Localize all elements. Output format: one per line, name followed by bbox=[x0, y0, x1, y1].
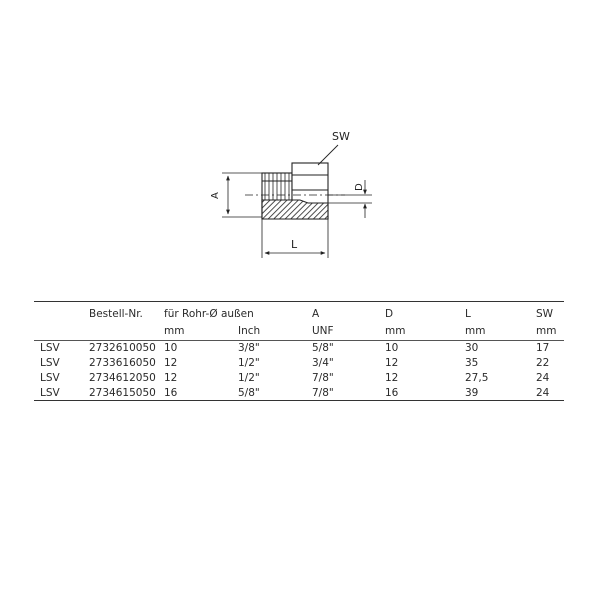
table-row bbox=[34, 371, 564, 386]
cell-rohr-mm: 12 bbox=[164, 357, 178, 369]
dimension-d bbox=[328, 180, 372, 218]
header-a: A bbox=[312, 308, 320, 320]
cell-rohr-inch: 5/8" bbox=[238, 387, 260, 399]
cell-sw: 17 bbox=[536, 342, 550, 354]
cell-l: 35 bbox=[465, 357, 479, 369]
table-top-rule bbox=[34, 301, 564, 302]
cell-bestell-nr: 2733616050 bbox=[89, 357, 156, 369]
header-bestell-nr: Bestell-Nr. bbox=[89, 308, 143, 320]
header-unit-unf: UNF bbox=[312, 325, 334, 337]
cell-d: 16 bbox=[385, 387, 399, 399]
cell-rohr-inch: 3/8" bbox=[238, 342, 260, 354]
cell-d: 12 bbox=[385, 357, 399, 369]
cell-rohr-mm: 12 bbox=[164, 372, 178, 384]
header-unit-inch: Inch bbox=[238, 325, 261, 337]
fitting-body bbox=[245, 163, 345, 219]
cell-l: 39 bbox=[465, 387, 479, 399]
cell-sw: 24 bbox=[536, 387, 550, 399]
cell-rohr-mm: 16 bbox=[164, 387, 178, 399]
header-unit-d-mm: mm bbox=[385, 325, 406, 337]
table-row bbox=[34, 386, 564, 401]
cell-sw: 24 bbox=[536, 372, 550, 384]
cell-d: 10 bbox=[385, 342, 399, 354]
cell-bestell-nr: 2734612050 bbox=[89, 372, 156, 384]
table-row bbox=[34, 356, 564, 371]
header-unit-l-mm: mm bbox=[465, 325, 486, 337]
cell-type: LSV bbox=[40, 342, 60, 354]
cell-rohr-inch: 1/2" bbox=[238, 357, 260, 369]
cell-a-unf: 3/4" bbox=[312, 357, 334, 369]
cell-rohr-inch: 1/2" bbox=[238, 372, 260, 384]
header-l: L bbox=[465, 308, 471, 320]
header-unit-sw-mm: mm bbox=[536, 325, 557, 337]
label-l: L bbox=[291, 238, 298, 251]
cell-l: 27,5 bbox=[465, 372, 489, 384]
label-d: D bbox=[354, 183, 365, 191]
cell-rohr-mm: 10 bbox=[164, 342, 178, 354]
cell-bestell-nr: 2734615050 bbox=[89, 387, 156, 399]
cell-type: LSV bbox=[40, 357, 60, 369]
cell-sw: 22 bbox=[536, 357, 550, 369]
header-d: D bbox=[385, 308, 394, 320]
header-unit-mm: mm bbox=[164, 325, 185, 337]
label-sw: SW bbox=[332, 130, 350, 143]
table-row bbox=[34, 341, 564, 356]
header-sw: SW bbox=[536, 308, 554, 320]
cell-a-unf: 7/8" bbox=[312, 387, 334, 399]
label-a: A bbox=[210, 192, 221, 199]
cell-l: 30 bbox=[465, 342, 479, 354]
sw-leader bbox=[318, 145, 338, 165]
cell-a-unf: 7/8" bbox=[312, 372, 334, 384]
cell-d: 12 bbox=[385, 372, 399, 384]
cell-bestell-nr: 2732610050 bbox=[89, 342, 156, 354]
table-bottom-rule bbox=[34, 400, 564, 401]
cell-type: LSV bbox=[40, 387, 60, 399]
header-rohr-aussen: für Rohr-Ø außen bbox=[164, 308, 254, 320]
cell-type: LSV bbox=[40, 372, 60, 384]
cell-a-unf: 5/8" bbox=[312, 342, 334, 354]
